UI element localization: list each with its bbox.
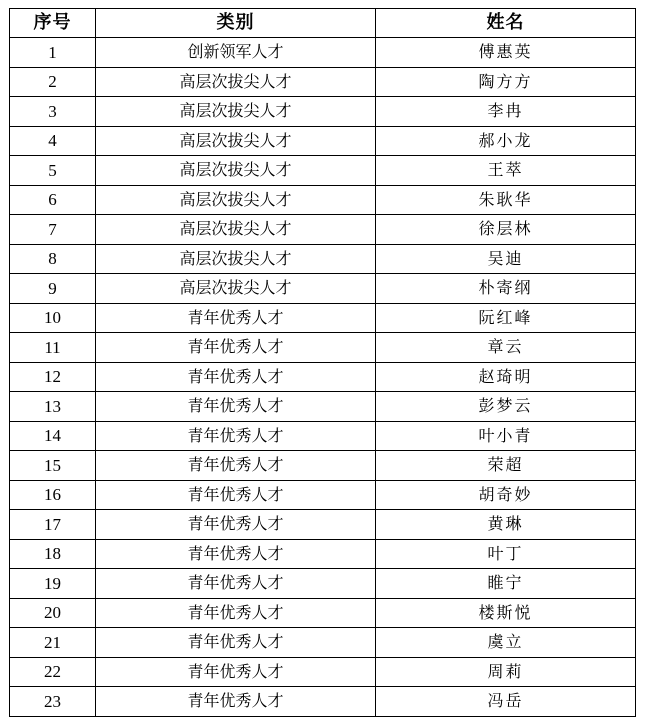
cell-name: 赵琦明	[376, 362, 636, 392]
cell-category: 青年优秀人才	[96, 421, 376, 451]
table-row	[10, 333, 636, 363]
cell-category: 青年优秀人才	[96, 362, 376, 392]
table-row	[10, 421, 636, 451]
table-row	[10, 480, 636, 510]
cell-category: 高层次拔尖人才	[96, 156, 376, 186]
cell-name: 李冉	[376, 97, 636, 127]
cell-name: 朴寄纲	[376, 274, 636, 304]
table-row	[10, 451, 636, 481]
table-row	[10, 687, 636, 717]
table-row	[10, 215, 636, 245]
cell-category: 创新领军人才	[96, 38, 376, 68]
cell-category: 青年优秀人才	[96, 333, 376, 363]
cell-seq: 17	[10, 510, 96, 540]
cell-seq: 23	[10, 687, 96, 717]
cell-seq: 19	[10, 569, 96, 599]
cell-name: 朱耿华	[376, 185, 636, 215]
table-row	[10, 657, 636, 687]
cell-category: 高层次拔尖人才	[96, 244, 376, 274]
cell-name: 胡奇妙	[376, 480, 636, 510]
cell-name: 徐层林	[376, 215, 636, 245]
cell-category: 青年优秀人才	[96, 480, 376, 510]
cell-category: 青年优秀人才	[96, 598, 376, 628]
cell-name: 章云	[376, 333, 636, 363]
talent-roster-table	[9, 8, 636, 717]
cell-seq: 22	[10, 657, 96, 687]
table-row	[10, 510, 636, 540]
cell-category: 青年优秀人才	[96, 303, 376, 333]
table-row	[10, 569, 636, 599]
cell-seq: 21	[10, 628, 96, 658]
cell-category: 青年优秀人才	[96, 687, 376, 717]
cell-category: 青年优秀人才	[96, 628, 376, 658]
cell-seq: 1	[10, 38, 96, 68]
table-row	[10, 362, 636, 392]
cell-seq: 4	[10, 126, 96, 156]
cell-category: 青年优秀人才	[96, 539, 376, 569]
table-row	[10, 67, 636, 97]
table-row	[10, 598, 636, 628]
table-row	[10, 38, 636, 68]
cell-category: 高层次拔尖人才	[96, 215, 376, 245]
table-header	[10, 9, 636, 38]
cell-name: 陶方方	[376, 67, 636, 97]
cell-name: 吴迪	[376, 244, 636, 274]
cell-category: 高层次拔尖人才	[96, 67, 376, 97]
cell-name: 黄琳	[376, 510, 636, 540]
table-row	[10, 244, 636, 274]
cell-seq: 20	[10, 598, 96, 628]
cell-name: 郝小龙	[376, 126, 636, 156]
cell-name: 傅惠英	[376, 38, 636, 68]
cell-category: 青年优秀人才	[96, 657, 376, 687]
table-row	[10, 303, 636, 333]
cell-category: 高层次拔尖人才	[96, 97, 376, 127]
cell-seq: 11	[10, 333, 96, 363]
table-row	[10, 628, 636, 658]
table-row	[10, 392, 636, 422]
cell-category: 高层次拔尖人才	[96, 185, 376, 215]
cell-name: 叶小青	[376, 421, 636, 451]
cell-name: 冯岳	[376, 687, 636, 717]
cell-category: 青年优秀人才	[96, 451, 376, 481]
cell-category: 青年优秀人才	[96, 510, 376, 540]
table-row	[10, 156, 636, 186]
cell-seq: 18	[10, 539, 96, 569]
cell-seq: 6	[10, 185, 96, 215]
table-row	[10, 274, 636, 304]
cell-category: 高层次拔尖人才	[96, 274, 376, 304]
cell-name: 虞立	[376, 628, 636, 658]
table-row	[10, 539, 636, 569]
cell-name: 叶丁	[376, 539, 636, 569]
cell-seq: 12	[10, 362, 96, 392]
table-body	[10, 38, 636, 717]
cell-seq: 16	[10, 480, 96, 510]
table-row	[10, 185, 636, 215]
cell-seq: 5	[10, 156, 96, 186]
header-seq: 序号	[10, 9, 96, 38]
table-row	[10, 126, 636, 156]
cell-category: 青年优秀人才	[96, 569, 376, 599]
header-row	[10, 9, 636, 38]
cell-seq: 13	[10, 392, 96, 422]
cell-name: 王萃	[376, 156, 636, 186]
cell-category: 青年优秀人才	[96, 392, 376, 422]
cell-name: 周莉	[376, 657, 636, 687]
header-name: 姓名	[376, 9, 636, 38]
cell-name: 阮红峰	[376, 303, 636, 333]
cell-seq: 8	[10, 244, 96, 274]
cell-seq: 3	[10, 97, 96, 127]
cell-seq: 9	[10, 274, 96, 304]
cell-seq: 14	[10, 421, 96, 451]
cell-category: 高层次拔尖人才	[96, 126, 376, 156]
cell-seq: 10	[10, 303, 96, 333]
table-row	[10, 97, 636, 127]
header-category: 类别	[96, 9, 376, 38]
cell-name: 彭梦云	[376, 392, 636, 422]
cell-seq: 7	[10, 215, 96, 245]
cell-name: 睢宁	[376, 569, 636, 599]
cell-name: 荣超	[376, 451, 636, 481]
cell-seq: 2	[10, 67, 96, 97]
cell-seq: 15	[10, 451, 96, 481]
cell-name: 楼斯悦	[376, 598, 636, 628]
